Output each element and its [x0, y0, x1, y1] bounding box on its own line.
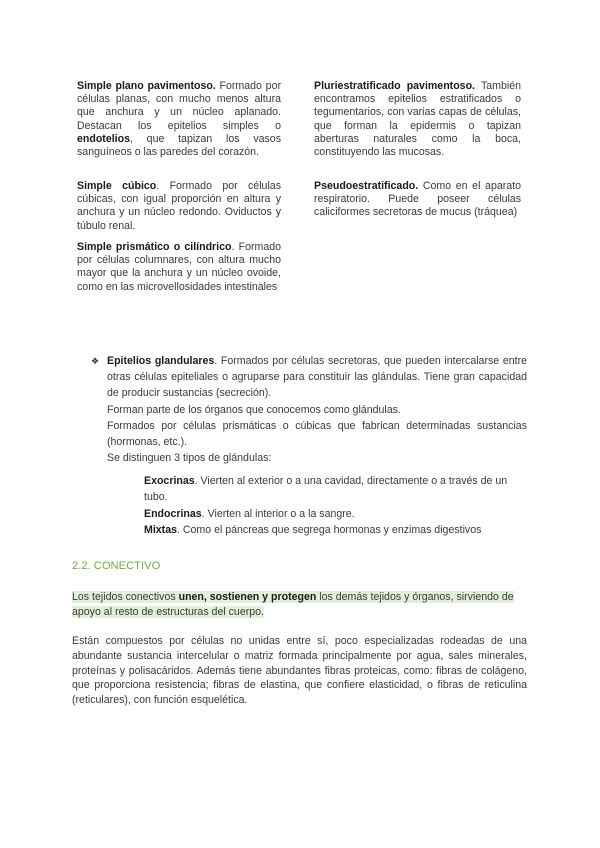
mixtas-text: . Como el páncreas que segrega hormonas y enzimas digestivos [176, 524, 482, 537]
pluriestratificado-title: Pluriestratificado pavimentoso. [314, 80, 475, 92]
glandulares-block [107, 353, 527, 466]
simple-prismatico-text: . Formado por células columnares, con altura mucho mayor que la anchura y un núcleo ovoide, como en las microvellosidades intestinales [77, 241, 281, 293]
glandulares-line3: Formados por células prismáticas o cúbicas que fabrican determinadas sustancias (hormonas, etc.). [107, 419, 527, 449]
simple-cubico-title: Simple cúbico [77, 180, 157, 192]
glandulares-text: . Formados por células secretoras, que pueden intercalarse entre otras células epiteliales o agruparse para constituir las glándulas. Tiene gran capacidad de producir sustancias (secreción). [107, 355, 527, 400]
glandulares-title: Epitelios glandulares [107, 355, 215, 367]
endocrinas-title: Endocrinas [144, 507, 202, 520]
conectivo-paragraph: Están compuestos por células no unidas entre sí, poco especializadas rodeadas de una abundante sustancia intercelular o matriz formada principalmente por agua, sales minerales, proteínas y polisacáridos. Además tiene abundantes fibras proteicas, como: fibras de colágeno, que proporciona resistencia; fibras de elastina, que confiere elasticidad, o fibras de reticulina (reticulares), con función esquelética. [72, 635, 527, 707]
highlight-bold: unen, sostienen y protegen [178, 591, 317, 603]
simple-prismatico-title: Simple prismático o cilíndrico [77, 241, 232, 253]
mixtas-item [144, 522, 527, 538]
exocrinas-item [144, 473, 527, 506]
endocrinas-text: . Vierten al interior o a la sangre. [201, 507, 355, 520]
pseudoestratificado-title: Pseudoestratificado. [314, 180, 419, 192]
pluriestratificado-text: También encontramos epitelios estratificados o tegumentarios, con varias capas de células, que forman la epidermis o tapizan aberturas naturales como la boca, constituyendo las mucosas. [314, 80, 521, 159]
highlight-paragraph [72, 590, 527, 620]
glandulares-line4: Se distinguen 3 tipos de glándulas: [107, 452, 272, 465]
simple-plano-text1: Formado por células planas, con mucho menos altura que anchura y un núcleo aplanado. Destacan los epitelios simples o [77, 80, 281, 132]
simple-prismatico-block [77, 241, 281, 294]
endotelios-term: endotelios [77, 132, 130, 145]
diamond-bullet-icon: ❖ [91, 356, 100, 366]
gland-types-list [144, 473, 527, 539]
simple-plano-text2: , que tapizan los vasos sanguíneos o las paredes del corazón. [77, 132, 281, 159]
simple-plano-block [77, 80, 281, 159]
exocrinas-title: Exocrinas [144, 475, 195, 487]
mixtas-title: Mixtas [144, 524, 177, 537]
simple-plano-title: Simple plano pavimentoso. [77, 80, 216, 92]
simple-cubico-text: . Formado por células cúbicas, con igual proporción en altura y anchura y un núcleo redondo. Oviductos y túbulo renal. [77, 180, 281, 232]
pseudoestratificado-block [314, 180, 521, 220]
highlight-pre: Los tejidos conectivos [72, 591, 179, 603]
highlight-post: los demás tejidos y órganos, sirviendo de apoyo al resto de estructuras del cuerpo. [72, 591, 514, 618]
simple-cubico-block [77, 180, 281, 233]
endocrinas-item [144, 506, 527, 522]
pseudoestratificado-text: Como en el aparato respiratorio. Puede poseer células caliciformes secretoras de mucus (tráquea) [314, 180, 521, 219]
glandulares-line2: Forman parte de los órganos que conocemos como glándulas. [107, 403, 401, 416]
exocrinas-text: . Vierten al exterior o a una cavidad, directamente o a través de un tubo. [144, 475, 508, 504]
pluriestratificado-block [314, 80, 521, 159]
section-heading: 2.2. CONECTIVO [72, 560, 161, 572]
